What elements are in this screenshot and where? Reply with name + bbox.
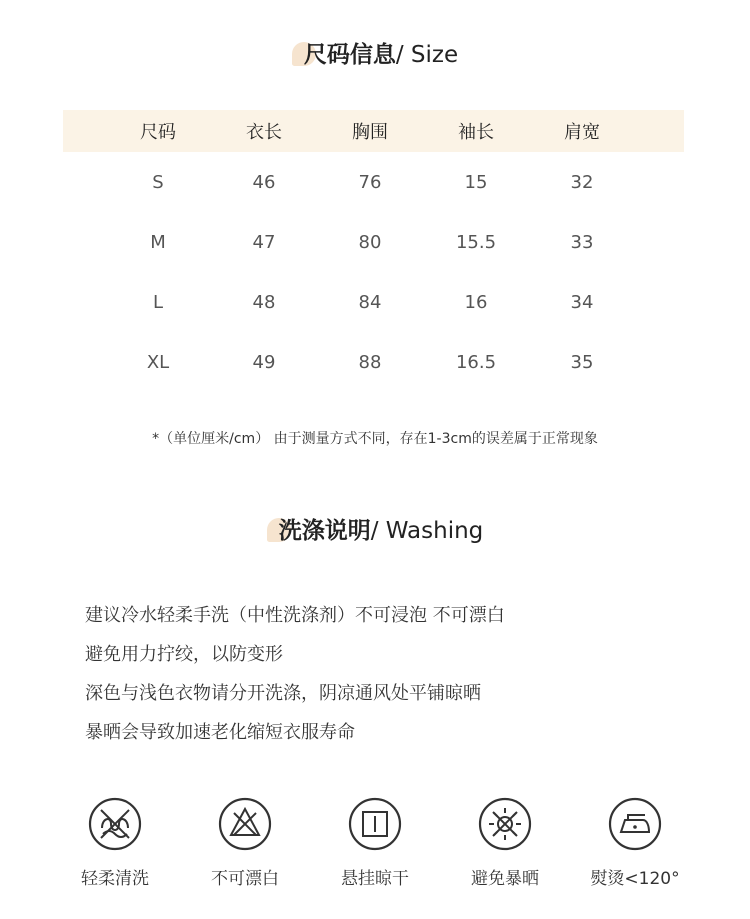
table-cell: 15.5 — [455, 231, 497, 253]
care-item-no-sun — [440, 796, 570, 889]
no-sun-icon — [477, 796, 533, 852]
size-note: *（单位厘米/cm） 由于测量方式不同，存在1-3cm的误差属于正常现象 — [152, 431, 598, 447]
table-cell: 32 — [570, 171, 594, 193]
care-label: 不可漂白 — [211, 869, 279, 889]
table-cell: 16 — [464, 291, 488, 313]
wash-section-title — [0, 512, 750, 545]
iron-icon — [607, 796, 663, 852]
table-cell: 34 — [570, 291, 594, 313]
header-cell-size: 尺码 — [140, 122, 176, 143]
care-label: 悬挂晾干 — [341, 869, 409, 889]
table-cell: 88 — [358, 351, 382, 373]
size-title-en: / Size — [395, 42, 459, 68]
size-title-zh: 尺码信息 — [303, 42, 396, 68]
list-item: 深色与浅色衣物请分开洗涤，阴凉通风处平铺晾晒 — [85, 683, 481, 704]
table-cell: 84 — [358, 291, 382, 313]
table-cell: M — [150, 231, 166, 253]
no-bleach-icon — [217, 796, 273, 852]
care-label: 轻柔清洗 — [81, 869, 149, 889]
table-cell: 16.5 — [455, 351, 497, 373]
care-item-iron — [570, 796, 700, 889]
table-cell: 46 — [252, 171, 276, 193]
table-cell: 35 — [570, 351, 594, 373]
table-cell: 76 — [358, 171, 382, 193]
table-cell: L — [152, 291, 164, 313]
table-cell: 15 — [464, 171, 488, 193]
care-item-gentle-wash — [50, 796, 180, 889]
table-row — [63, 272, 684, 332]
care-item-hang-dry — [310, 796, 440, 889]
header-cell-shoulder: 肩宽 — [564, 122, 600, 143]
table-cell: 48 — [252, 291, 276, 313]
care-label: 熨烫<120° — [590, 869, 680, 889]
table-cell: XL — [146, 351, 170, 373]
table-row — [63, 332, 684, 392]
list-item: 避免用力拧绞，以防变形 — [85, 644, 283, 665]
wash-title-zh: 洗涤说明 — [278, 518, 371, 544]
list-item: 暴晒会导致加速老化缩短衣服寿命 — [85, 722, 355, 743]
hang-dry-icon — [347, 796, 403, 852]
size-section-title — [0, 36, 750, 69]
table-cell: S — [152, 171, 164, 193]
wash-title-en: / Washing — [370, 518, 484, 544]
size-table — [63, 110, 684, 392]
care-item-no-bleach — [180, 796, 310, 889]
table-cell: 33 — [570, 231, 594, 253]
care-icons — [50, 796, 710, 889]
table-cell: 80 — [358, 231, 382, 253]
wash-instructions — [85, 596, 505, 752]
care-label: 避免暴晒 — [471, 869, 539, 889]
table-cell: 49 — [252, 351, 276, 373]
list-item: 建议冷水轻柔手洗（中性洗涤剂）不可浸泡 不可漂白 — [85, 605, 505, 626]
header-cell-sleeve: 袖长 — [458, 122, 494, 143]
header-cell-length: 衣长 — [246, 122, 282, 143]
table-cell: 47 — [252, 231, 276, 253]
header-cell-chest: 胸围 — [352, 122, 388, 143]
table-header — [63, 110, 684, 152]
gentle-wash-icon — [87, 796, 143, 852]
table-row — [63, 212, 684, 272]
table-row — [63, 152, 684, 212]
